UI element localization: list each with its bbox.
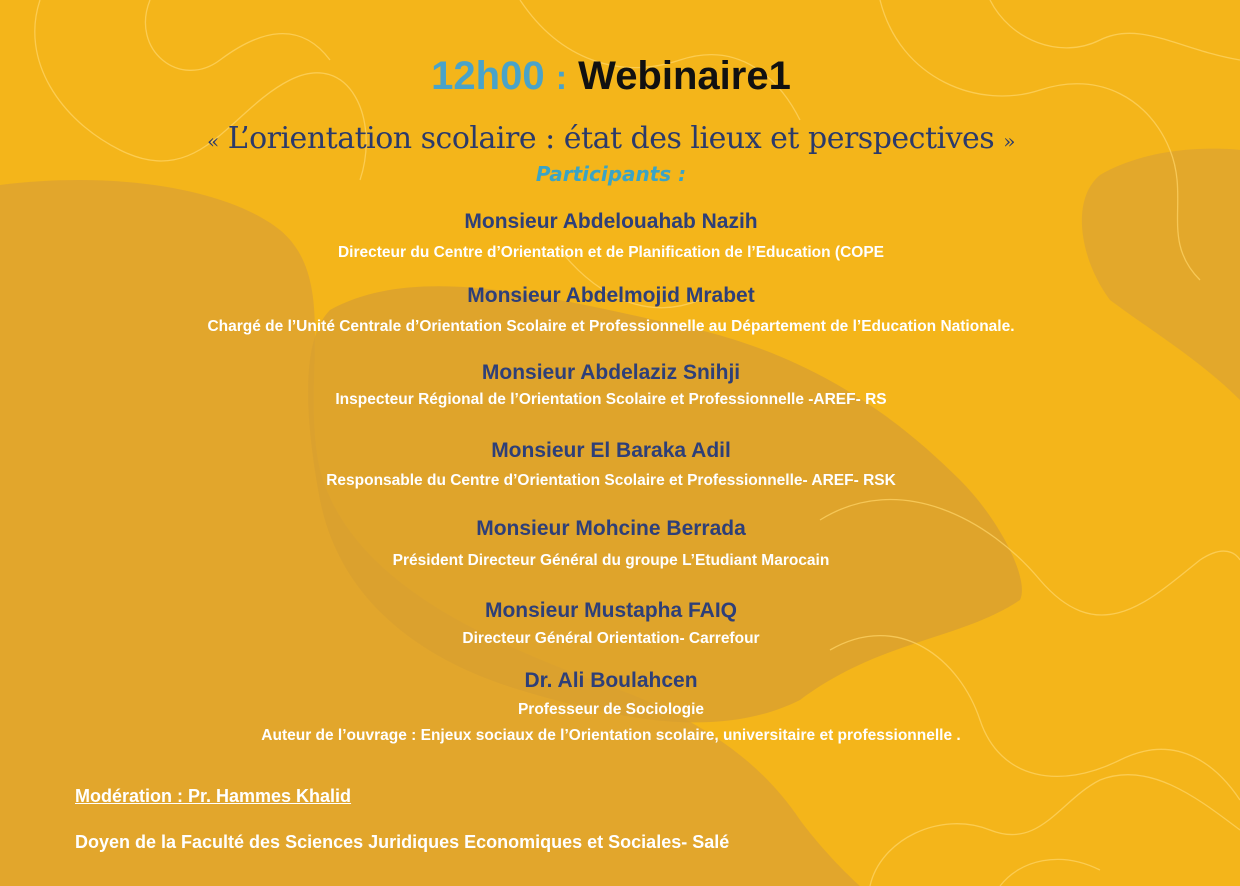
moderator-role: Doyen de la Faculté des Sciences Juridiques Economiques et Sociales- Salé bbox=[75, 832, 730, 852]
participant-role: Directeur du Centre d’Orientation et de Planification de l’Education (COPE bbox=[337, 244, 885, 261]
participant-name: Monsieur Mustapha FAIQ bbox=[484, 599, 738, 622]
participant-role: Chargé de l’Unité Centrale d’Orientation Scolaire et Professionnelle au Département de l’Education Nationale. bbox=[207, 318, 1015, 335]
participant-name: Monsieur Mohcine Berrada bbox=[476, 517, 746, 540]
webinar-theme bbox=[0, 120, 1222, 160]
session-heading bbox=[0, 52, 1222, 102]
quote-close: » bbox=[1003, 129, 1015, 153]
heading-separator: : bbox=[555, 59, 568, 97]
session-title: Webinaire1 bbox=[578, 54, 791, 98]
quote-open: « bbox=[207, 129, 219, 153]
participant-role-detail: Auteur de l’ouvrage : Enjeux sociaux de l’Orientation scolaire, universitaire et professionnelle . bbox=[261, 727, 961, 744]
moderator-label: Modération : Pr. Hammes Khalid bbox=[75, 786, 352, 806]
participant-role: Inspecteur Régional de l’Orientation Scolaire et Professionnelle -AREF- RS bbox=[335, 391, 887, 408]
participant-name: Monsieur El Baraka Adil bbox=[491, 439, 731, 462]
participant-role: Président Directeur Général du groupe L’Etudiant Marocain bbox=[392, 552, 830, 569]
participant-name: Monsieur Abdelouahab Nazih bbox=[464, 210, 758, 233]
participant-role: Responsable du Centre d’Orientation Scolaire et Professionnelle- AREF- RSK bbox=[326, 472, 896, 489]
participant-name: Dr. Ali Boulahcen bbox=[524, 669, 698, 692]
participant-name: Monsieur Abdelaziz Snihji bbox=[481, 361, 741, 384]
participant-role: Professeur de Sociologie bbox=[517, 701, 705, 718]
session-time: 12h00 bbox=[431, 54, 545, 98]
theme-title: L’orientation scolaire : état des lieux et perspectives bbox=[227, 121, 995, 156]
participants-heading: Participants : bbox=[535, 162, 687, 186]
participant-role: Directeur Général Orientation- Carrefour bbox=[462, 630, 760, 647]
participant-name: Monsieur Abdelmojid Mrabet bbox=[467, 284, 755, 307]
